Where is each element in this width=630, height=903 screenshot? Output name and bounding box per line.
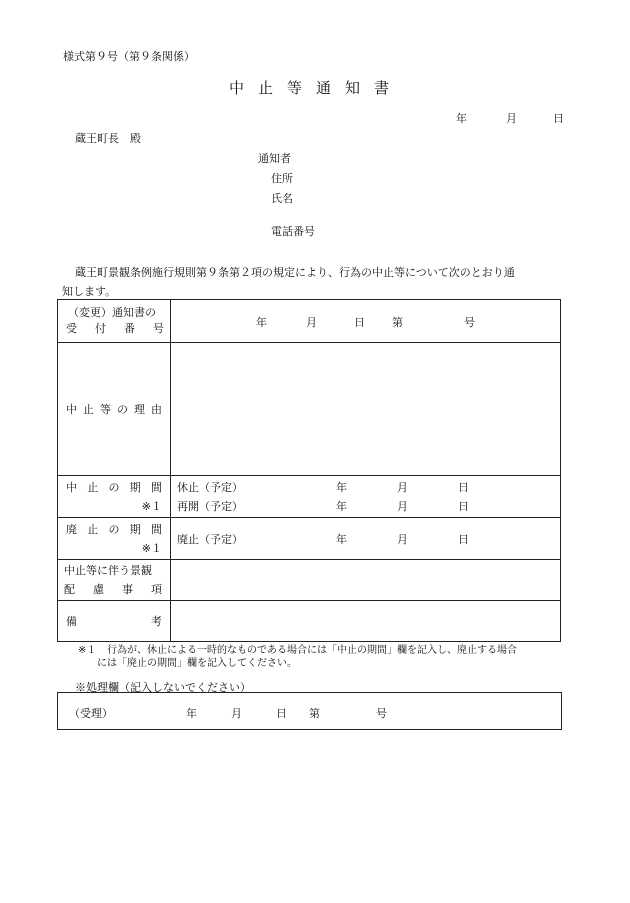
- abolish-period-row: [58, 518, 561, 560]
- notifier-label: 通知者: [258, 152, 291, 165]
- footnote-line2: には「廃止の期間」欄を記入してください。: [97, 658, 297, 669]
- reason-value-cell[interactable]: [171, 343, 561, 476]
- abolish-footnote-mark: ※１: [141, 541, 162, 555]
- remarks-label-cell: 備 考: [58, 601, 171, 642]
- date-day: 日: [553, 112, 564, 125]
- notification-table: [57, 299, 561, 642]
- notifier-name-label: 氏名: [271, 192, 293, 205]
- landscape-label-line1: 中止等に伴う景観: [64, 564, 152, 577]
- suspend-footnote-mark: ※１: [141, 499, 162, 513]
- suspend-value-cell[interactable]: 休止（予定） 年 月 日 再開（予定） 年 月 日: [171, 476, 561, 518]
- landscape-row: [58, 560, 561, 601]
- notifier-address-label: 住所: [271, 172, 293, 185]
- date-month: 月: [506, 112, 517, 125]
- notifier-phone-label: 電話番号: [271, 225, 315, 238]
- suspend-start-label: 休止（予定）: [177, 481, 243, 494]
- footnote-mark: ※１: [78, 645, 97, 656]
- suspend-period-row: [58, 476, 561, 518]
- addressee: 蔵王町長 殿: [75, 132, 141, 145]
- page-title: 中止等通知書: [229, 79, 404, 97]
- remarks-row: [58, 601, 561, 642]
- receipt-label-line2: 受 付 番 号: [66, 322, 164, 335]
- date-year: 年: [456, 112, 467, 125]
- reason-row: [58, 343, 561, 476]
- processing-box: （受理） 年 月 日 第 号: [57, 692, 562, 730]
- receipt-label-cell: [58, 300, 171, 343]
- receipt-label-line1: （変更）通知書の: [68, 306, 156, 319]
- accepted-label: （受理）: [69, 707, 113, 720]
- resume-label: 再開（予定）: [177, 500, 243, 513]
- landscape-value-cell[interactable]: [171, 560, 561, 601]
- receipt-row: [58, 300, 561, 343]
- remarks-value-cell[interactable]: [171, 601, 561, 642]
- abolish-value-cell[interactable]: 廃止（予定） 年 月 日: [171, 518, 561, 560]
- form-number: 様式第９号（第９条関係）: [63, 50, 195, 63]
- reason-label-cell: 中 止 等 の 理 由: [58, 343, 171, 476]
- landscape-label-cell: 中止等に伴う景観 配 慮 事 項: [58, 560, 171, 601]
- processing-heading: ※処理欄（記入しないでください）: [75, 681, 251, 694]
- abolish-label-cell: 廃 止 の 期 間 ※１: [58, 518, 171, 560]
- receipt-value-cell[interactable]: 年 月 日 第 号: [171, 300, 561, 343]
- suspend-label-cell: 中 止 の 期 間 ※１: [58, 476, 171, 518]
- footnote-line1: 行為が、休止による一時的なものである場合には「中止の期間」欄を記入し、廃止する場合: [107, 645, 517, 656]
- abolish-label: 廃止（予定）: [177, 533, 243, 546]
- body-text-line2: 知します。: [62, 285, 117, 298]
- body-text-line1: 蔵王町景観条例施行規則第９条第２項の規定により、行為の中止等について次のとおり通: [75, 266, 515, 279]
